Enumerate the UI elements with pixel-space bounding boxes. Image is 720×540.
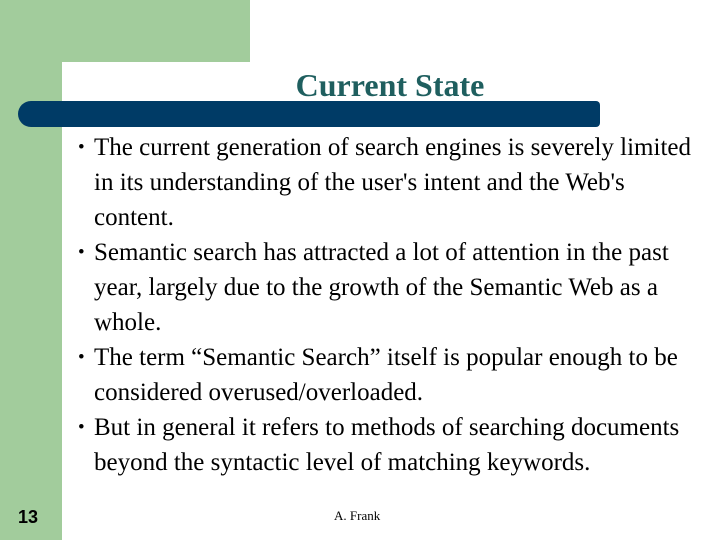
- bullet-item: [78, 130, 708, 235]
- title-underline-bar: [18, 101, 600, 127]
- bullet-text: But in general it refers to methods of searching documents beyond the syntactic level of matching keywords.: [94, 414, 680, 476]
- bullet-dot-icon: •: [78, 347, 85, 368]
- bullet-item: [78, 235, 708, 340]
- bullet-item: [78, 340, 708, 410]
- bullet-text: The current generation of search engines is severely limited in its understanding of the user's intent and the Web's content.: [94, 134, 691, 231]
- bullet-dot-icon: •: [78, 417, 85, 438]
- bullet-item: [78, 410, 708, 480]
- bullet-dot-icon: •: [78, 137, 85, 158]
- bullet-text: The term “Semantic Search” itself is popular enough to be considered overused/overloaded.: [94, 344, 678, 406]
- page-number: 13: [18, 507, 39, 527]
- frame-corner: [62, 62, 102, 102]
- bullet-dot-icon: •: [78, 242, 85, 263]
- footer-author: A. Frank: [334, 508, 381, 523]
- bullet-text: Semantic search has attracted a lot of attention in the past year, largely due to the growth of the Semantic Web as a whole.: [94, 239, 669, 336]
- slide-title: Current State: [295, 67, 485, 103]
- green-frame-top: [0, 0, 250, 62]
- green-frame-left: [0, 0, 62, 540]
- bullet-list: [78, 130, 708, 480]
